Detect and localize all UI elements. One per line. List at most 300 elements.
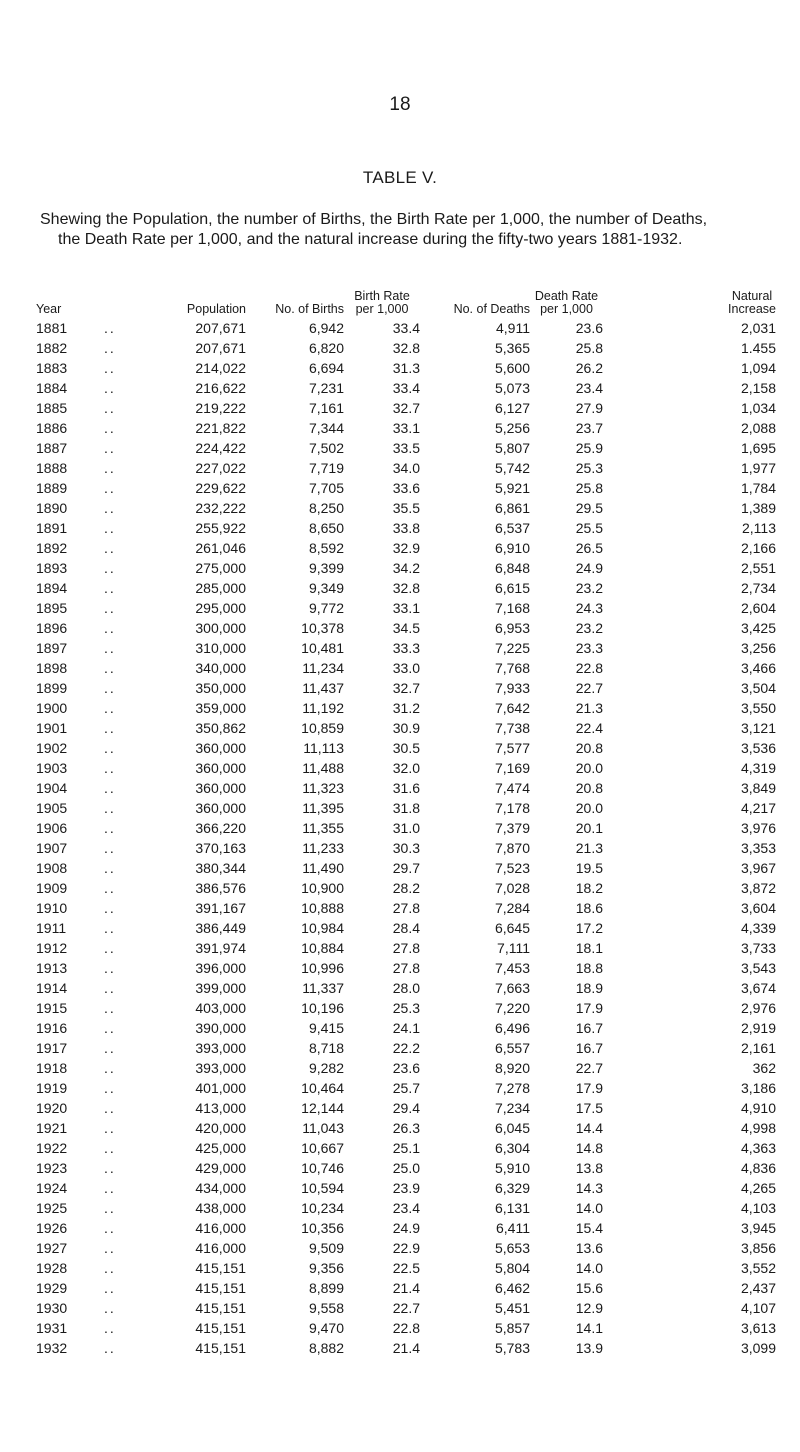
year-cell: 1895 (36, 600, 68, 616)
table-row (36, 718, 776, 738)
deaths-cell: 4,911 (496, 320, 530, 336)
natural-increase-cell: 3,504 (740, 680, 776, 696)
table-row (36, 658, 776, 678)
deaths-cell: 6,615 (494, 580, 530, 596)
births-cell: 10,356 (301, 1220, 344, 1236)
birth-rate-cell: 30.3 (392, 840, 420, 856)
birth-rate-cell: 22.5 (392, 1260, 420, 1276)
table-row (36, 458, 776, 478)
table-row (36, 838, 776, 858)
births-cell: 9,282 (308, 1060, 344, 1076)
year-cell: 1885 (36, 400, 68, 416)
header-death-rate (530, 290, 603, 318)
leader-dots: .. (104, 1020, 116, 1036)
death-rate-cell: 22.7 (575, 680, 603, 696)
death-rate-cell: 15.4 (575, 1220, 603, 1236)
births-cell: 10,984 (301, 920, 344, 936)
population-cell: 399,000 (195, 980, 246, 996)
table-row (36, 358, 776, 378)
birth-rate-cell: 22.9 (392, 1240, 420, 1256)
table-description (40, 210, 780, 250)
leader-dots: .. (104, 380, 116, 396)
births-cell: 6,942 (308, 320, 344, 336)
description-line-1: Shewing the Population, the number of Births, the Birth Rate per 1,000, the number of Deaths, (40, 211, 708, 228)
death-rate-cell: 20.0 (575, 760, 603, 776)
natural-increase-cell: 2,919 (740, 1020, 776, 1036)
birth-rate-cell: 31.2 (392, 700, 420, 716)
leader-dots: .. (104, 500, 116, 516)
population-cell: 415,151 (195, 1320, 246, 1336)
population-cell: 386,449 (195, 920, 246, 936)
births-cell: 11,323 (302, 780, 344, 796)
table-row (36, 1198, 776, 1218)
population-cell: 429,000 (195, 1160, 246, 1176)
year-cell: 1884 (36, 380, 68, 396)
death-rate-cell: 22.8 (575, 660, 603, 676)
death-rate-cell: 21.3 (575, 700, 603, 716)
table-row (36, 598, 776, 618)
birth-rate-cell: 30.9 (392, 720, 420, 736)
header-deaths: No. of Deaths (453, 302, 530, 316)
leader-dots: .. (104, 520, 116, 536)
header-birth-rate-label (354, 290, 410, 316)
natural-increase-cell: 4,363 (740, 1140, 776, 1156)
natural-increase-cell: 362 (752, 1060, 776, 1076)
birth-rate-cell: 31.6 (392, 780, 420, 796)
birth-rate-cell: 29.7 (392, 860, 420, 876)
table-row (36, 438, 776, 458)
deaths-cell: 7,028 (494, 880, 530, 896)
population-cell: 216,622 (195, 380, 246, 396)
birth-rate-cell: 24.1 (392, 1020, 420, 1036)
population-cell: 360,000 (195, 760, 246, 776)
birth-rate-cell: 32.7 (392, 400, 420, 416)
leader-dots: .. (104, 860, 116, 876)
death-rate-cell: 23.2 (575, 580, 603, 596)
table-row (36, 818, 776, 838)
births-cell: 11,488 (302, 760, 344, 776)
deaths-cell: 7,453 (494, 960, 530, 976)
natural-increase-cell: 3,552 (740, 1260, 776, 1276)
birth-rate-cell: 34.2 (392, 560, 420, 576)
leader-dots: .. (104, 900, 116, 916)
births-cell: 10,464 (301, 1080, 344, 1096)
population-cell: 380,344 (195, 860, 246, 876)
table-row (36, 1018, 776, 1038)
leader-dots: .. (104, 1280, 116, 1296)
population-cell: 416,000 (195, 1240, 246, 1256)
table-row (36, 1278, 776, 1298)
table-row (36, 398, 776, 418)
deaths-cell: 7,870 (494, 840, 530, 856)
death-rate-cell: 29.5 (575, 500, 603, 516)
natural-increase-cell: 3,536 (740, 740, 776, 756)
year-cell: 1929 (36, 1280, 68, 1296)
births-cell: 7,719 (308, 460, 344, 476)
natural-increase-cell: 4,107 (740, 1300, 776, 1316)
births-cell: 10,900 (301, 880, 344, 896)
leader-dots: .. (104, 1300, 116, 1316)
year-cell: 1905 (36, 800, 68, 816)
natural-increase-cell: 4,836 (740, 1160, 776, 1176)
table-row (36, 1058, 776, 1078)
natural-increase-cell: 1.455 (740, 340, 776, 356)
birth-rate-cell: 33.8 (392, 520, 420, 536)
table-row (36, 618, 776, 638)
leader-dots: .. (104, 560, 116, 576)
deaths-cell: 7,577 (494, 740, 530, 756)
natural-increase-cell: 3,674 (740, 980, 776, 996)
birth-rate-cell: 22.2 (392, 1040, 420, 1056)
natural-increase-cell: 3,856 (740, 1240, 776, 1256)
table-row (36, 998, 776, 1018)
table-row (36, 1098, 776, 1118)
natural-increase-cell: 4,998 (740, 1120, 776, 1136)
birth-rate-cell: 27.8 (392, 960, 420, 976)
natural-increase-cell: 3,550 (740, 700, 776, 716)
natural-increase-cell: 3,099 (740, 1340, 776, 1356)
leader-dots: .. (104, 960, 116, 976)
birth-rate-cell: 28.2 (392, 880, 420, 896)
table-row (36, 638, 776, 658)
population-cell: 415,151 (195, 1260, 246, 1276)
births-cell: 10,378 (301, 620, 344, 636)
population-cell: 415,151 (195, 1300, 246, 1316)
leader-dots: .. (104, 940, 116, 956)
birth-rate-cell: 32.0 (392, 760, 420, 776)
population-cell: 255,922 (195, 520, 246, 536)
death-rate-cell: 20.8 (575, 740, 603, 756)
birth-rate-cell: 26.3 (392, 1120, 420, 1136)
deaths-cell: 6,127 (494, 400, 530, 416)
death-rate-cell: 25.5 (575, 520, 603, 536)
year-cell: 1923 (36, 1160, 68, 1176)
death-rate-cell: 24.3 (575, 600, 603, 616)
deaths-cell: 7,379 (494, 820, 530, 836)
deaths-cell: 6,329 (494, 1180, 530, 1196)
deaths-cell: 6,910 (494, 540, 530, 556)
year-cell: 1909 (36, 880, 68, 896)
population-cell: 261,046 (195, 540, 246, 556)
year-cell: 1917 (36, 1040, 68, 1056)
births-cell: 9,772 (308, 600, 344, 616)
table-row (36, 498, 776, 518)
death-rate-cell: 14.1 (575, 1320, 603, 1336)
population-cell: 285,000 (195, 580, 246, 596)
population-cell: 360,000 (195, 780, 246, 796)
population-cell: 229,622 (195, 480, 246, 496)
leader-dots: .. (104, 1120, 116, 1136)
year-cell: 1886 (36, 420, 68, 436)
leader-dots: .. (104, 400, 116, 416)
birth-rate-cell: 33.6 (392, 480, 420, 496)
births-cell: 10,996 (301, 960, 344, 976)
natural-increase-cell: 3,872 (740, 880, 776, 896)
birth-rate-cell: 33.3 (392, 640, 420, 656)
births-cell: 8,899 (308, 1280, 344, 1296)
header-year: Year (36, 302, 62, 316)
population-cell: 224,422 (195, 440, 246, 456)
birth-rate-cell: 24.9 (392, 1220, 420, 1236)
leader-dots: .. (104, 600, 116, 616)
header-birth-rate (344, 290, 420, 318)
table-row (36, 578, 776, 598)
natural-increase-cell: 1,094 (740, 360, 776, 376)
leader-dots: .. (104, 780, 116, 796)
leader-dots: .. (104, 1260, 116, 1276)
birth-rate-cell: 29.4 (392, 1100, 420, 1116)
death-rate-cell: 17.9 (575, 1080, 603, 1096)
birth-rate-cell: 23.6 (392, 1060, 420, 1076)
birth-rate-cell: 21.4 (392, 1340, 420, 1356)
deaths-cell: 7,178 (494, 800, 530, 816)
birth-rate-cell: 33.1 (392, 420, 420, 436)
births-cell: 11,395 (302, 800, 344, 816)
natural-increase-cell: 4,103 (740, 1200, 776, 1216)
natural-increase-cell: 3,121 (740, 720, 776, 736)
leader-dots: .. (104, 1040, 116, 1056)
death-rate-cell: 21.3 (575, 840, 603, 856)
death-rate-cell: 25.8 (575, 340, 603, 356)
population-cell: 391,974 (195, 940, 246, 956)
year-cell: 1881 (36, 320, 68, 336)
leader-dots: .. (104, 840, 116, 856)
year-cell: 1914 (36, 980, 68, 996)
table-row (36, 1138, 776, 1158)
death-rate-cell: 13.9 (575, 1340, 603, 1356)
header-natural-line-2: Increase (728, 302, 776, 316)
deaths-cell: 5,365 (494, 340, 530, 356)
deaths-cell: 7,168 (494, 600, 530, 616)
deaths-cell: 5,451 (494, 1300, 530, 1316)
table-row (36, 1238, 776, 1258)
birth-rate-cell: 25.7 (392, 1080, 420, 1096)
year-cell: 1889 (36, 480, 68, 496)
births-cell: 9,470 (308, 1320, 344, 1336)
year-cell: 1907 (36, 840, 68, 856)
death-rate-cell: 18.6 (575, 900, 603, 916)
births-cell: 10,234 (301, 1200, 344, 1216)
population-cell: 207,671 (195, 320, 246, 336)
year-cell: 1916 (36, 1020, 68, 1036)
leader-dots: .. (104, 920, 116, 936)
births-cell: 7,231 (308, 380, 344, 396)
leader-dots: .. (104, 1200, 116, 1216)
natural-increase-cell: 2,551 (740, 560, 776, 576)
table-row (36, 1218, 776, 1238)
leader-dots: .. (104, 320, 116, 336)
death-rate-cell: 26.5 (575, 540, 603, 556)
header-death-rate-line-2: per 1,000 (540, 302, 593, 316)
header-natural-increase-label (728, 290, 776, 316)
leader-dots: .. (104, 1140, 116, 1156)
birth-rate-cell: 32.7 (392, 680, 420, 696)
header-births: No. of Births (275, 302, 344, 316)
death-rate-cell: 20.0 (575, 800, 603, 816)
table-row (36, 778, 776, 798)
death-rate-cell: 14.0 (575, 1200, 603, 1216)
death-rate-cell: 14.8 (575, 1140, 603, 1156)
death-rate-cell: 18.1 (575, 940, 603, 956)
population-cell: 275,000 (195, 560, 246, 576)
vital-statistics-table (36, 290, 776, 1358)
birth-rate-cell: 33.4 (392, 380, 420, 396)
birth-rate-cell: 31.3 (392, 360, 420, 376)
population-cell: 370,163 (195, 840, 246, 856)
births-cell: 9,399 (308, 560, 344, 576)
year-cell: 1931 (36, 1320, 68, 1336)
death-rate-cell: 26.2 (575, 360, 603, 376)
natural-increase-cell: 3,466 (740, 660, 776, 676)
births-cell: 10,481 (301, 640, 344, 656)
birth-rate-cell: 33.1 (392, 600, 420, 616)
natural-increase-cell: 2,976 (740, 1000, 776, 1016)
death-rate-cell: 16.7 (575, 1020, 603, 1036)
birth-rate-cell: 23.9 (392, 1180, 420, 1196)
year-cell: 1896 (36, 620, 68, 636)
natural-increase-cell: 4,217 (740, 800, 776, 816)
population-cell: 360,000 (195, 800, 246, 816)
births-cell: 11,437 (302, 680, 344, 696)
births-cell: 8,650 (308, 520, 344, 536)
natural-increase-cell: 2,734 (740, 580, 776, 596)
birth-rate-cell: 34.0 (392, 460, 420, 476)
table-row (36, 878, 776, 898)
year-cell: 1926 (36, 1220, 68, 1236)
natural-increase-cell: 2,088 (740, 420, 776, 436)
natural-increase-cell: 4,319 (740, 760, 776, 776)
leader-dots: .. (104, 1000, 116, 1016)
natural-increase-cell: 4,910 (740, 1100, 776, 1116)
deaths-cell: 7,738 (494, 720, 530, 736)
population-cell: 391,167 (195, 900, 246, 916)
natural-increase-cell: 3,353 (740, 840, 776, 856)
natural-increase-cell: 3,425 (740, 620, 776, 636)
year-cell: 1921 (36, 1120, 68, 1136)
natural-increase-cell: 2,113 (742, 520, 776, 536)
natural-increase-cell: 3,256 (740, 640, 776, 656)
death-rate-cell: 23.2 (575, 620, 603, 636)
births-cell: 11,234 (302, 660, 344, 676)
population-cell: 401,000 (195, 1080, 246, 1096)
leader-dots: .. (104, 1080, 116, 1096)
deaths-cell: 6,304 (494, 1140, 530, 1156)
population-cell: 393,000 (195, 1060, 246, 1076)
births-cell: 8,592 (308, 540, 344, 556)
births-cell: 10,884 (301, 940, 344, 956)
births-cell: 10,667 (301, 1140, 344, 1156)
death-rate-cell: 14.4 (575, 1120, 603, 1136)
year-cell: 1893 (36, 560, 68, 576)
deaths-cell: 6,953 (494, 620, 530, 636)
year-cell: 1902 (36, 740, 68, 756)
table-row (36, 318, 776, 338)
year-cell: 1911 (36, 920, 67, 936)
population-cell: 415,151 (195, 1280, 246, 1296)
birth-rate-cell: 25.3 (392, 1000, 420, 1016)
year-cell: 1904 (36, 780, 68, 796)
birth-rate-cell: 32.8 (392, 340, 420, 356)
year-cell: 1915 (36, 1000, 68, 1016)
death-rate-cell: 18.9 (575, 980, 603, 996)
deaths-cell: 7,663 (494, 980, 530, 996)
birth-rate-cell: 25.0 (392, 1160, 420, 1176)
death-rate-cell: 23.4 (575, 380, 603, 396)
natural-increase-cell: 3,849 (740, 780, 776, 796)
births-cell: 10,196 (301, 1000, 344, 1016)
birth-rate-cell: 28.0 (392, 980, 420, 996)
births-cell: 7,705 (308, 480, 344, 496)
table-row (36, 1078, 776, 1098)
table-row (36, 1118, 776, 1138)
header-death-rate-label (535, 290, 598, 316)
birth-rate-cell: 28.4 (392, 920, 420, 936)
birth-rate-cell: 30.5 (392, 740, 420, 756)
death-rate-cell: 12.9 (575, 1300, 603, 1316)
table-title: TABLE V. (362, 168, 438, 187)
table-row (36, 958, 776, 978)
natural-increase-cell: 3,186 (740, 1080, 776, 1096)
births-cell: 11,490 (302, 860, 344, 876)
year-cell: 1920 (36, 1100, 68, 1116)
table-row (36, 678, 776, 698)
deaths-cell: 5,783 (494, 1340, 530, 1356)
year-cell: 1897 (36, 640, 68, 656)
natural-increase-cell: 3,543 (740, 960, 776, 976)
births-cell: 11,337 (302, 980, 344, 996)
table-row (36, 698, 776, 718)
deaths-cell: 7,111 (497, 940, 530, 956)
births-cell: 11,043 (302, 1120, 344, 1136)
description-line-2: the Death Rate per 1,000, and the natural increase during the fifty-two years 1881-1932. (58, 231, 683, 248)
deaths-cell: 5,921 (494, 480, 530, 496)
deaths-cell: 5,807 (494, 440, 530, 456)
leader-dots: .. (104, 740, 116, 756)
death-rate-cell: 17.9 (575, 1000, 603, 1016)
year-cell: 1901 (36, 720, 68, 736)
birth-rate-cell: 22.7 (392, 1300, 420, 1316)
natural-increase-cell: 1,034 (740, 400, 776, 416)
year-cell: 1888 (36, 460, 68, 476)
population-cell: 416,000 (195, 1220, 246, 1236)
population-cell: 438,000 (195, 1200, 246, 1216)
deaths-cell: 6,645 (494, 920, 530, 936)
leader-dots: .. (104, 760, 116, 776)
table-row (36, 978, 776, 998)
natural-increase-cell: 3,613 (740, 1320, 776, 1336)
population-cell: 350,000 (195, 680, 246, 696)
leader-dots: .. (104, 1100, 116, 1116)
table-row (36, 1038, 776, 1058)
natural-increase-cell: 1,784 (740, 480, 776, 496)
deaths-cell: 8,920 (494, 1060, 530, 1076)
natural-increase-cell: 2,158 (740, 380, 776, 396)
deaths-cell: 6,496 (494, 1020, 530, 1036)
leader-dots: .. (104, 580, 116, 596)
birth-rate-cell: 33.5 (392, 440, 420, 456)
population-cell: 232,222 (195, 500, 246, 516)
births-cell: 8,718 (308, 1040, 344, 1056)
header-natural-line-1: Natural (731, 289, 773, 303)
deaths-cell: 5,653 (494, 1240, 530, 1256)
births-cell: 6,694 (308, 360, 344, 376)
population-cell: 350,862 (195, 720, 246, 736)
death-rate-cell: 14.3 (575, 1180, 603, 1196)
table-row (36, 1318, 776, 1338)
births-cell: 7,161 (308, 400, 344, 416)
year-cell: 1930 (36, 1300, 68, 1316)
deaths-cell: 5,804 (494, 1260, 530, 1276)
